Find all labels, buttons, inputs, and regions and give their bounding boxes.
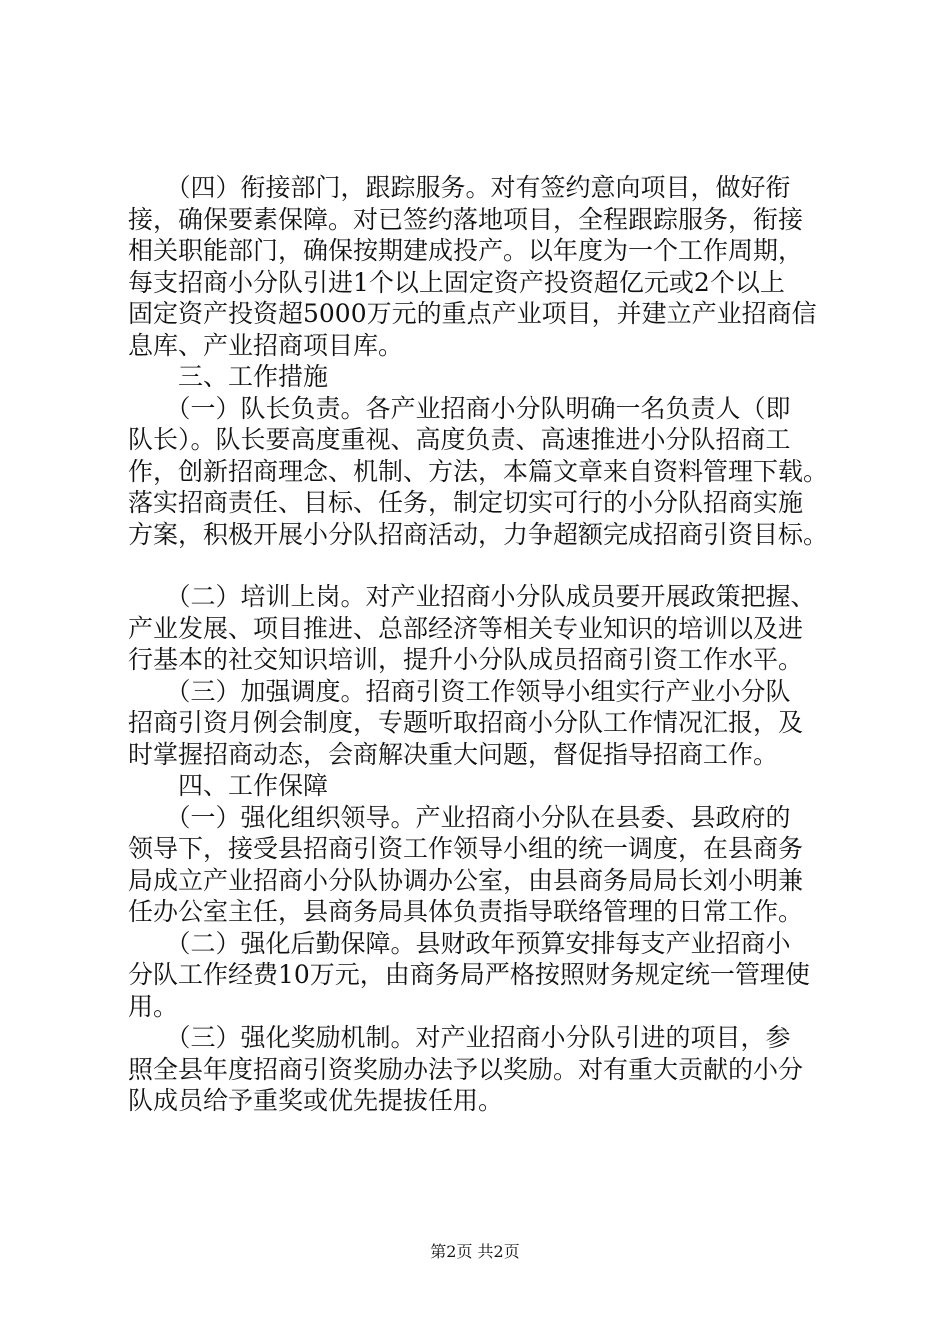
text-line: 队成员给予重奖或优先提拔任用。 xyxy=(128,1086,504,1115)
text-line: 局成立产业招商小分队协调办公室，由县商务局局长刘小明兼 xyxy=(128,865,804,895)
section-heading: 四、工作保障 xyxy=(128,771,329,800)
document-body xyxy=(128,172,828,1117)
text-line: （三）加强调度。招商引资工作领导小组实行产业小分队 xyxy=(128,676,791,706)
text-line: 任办公室主任，县商务局具体负责指导联络管理的日常工作。 xyxy=(128,897,804,926)
text-line: （三）强化奖励机制。对产业招商小分队引进的项目，参 xyxy=(128,1023,791,1052)
text-line: 照全县年度招商引资奖励办法予以奖励。对有重大贡献的小分 xyxy=(128,1054,804,1084)
text-line: 方案，积极开展小分队招商活动，力争超额完成招商引资目标。 xyxy=(128,519,829,549)
page-number: 第2页 共2页 xyxy=(430,1242,520,1261)
text-line: 行基本的社交知识培训，提升小分队成员招商引资工作水平。 xyxy=(128,645,804,674)
text-line: 分队工作经费10万元，由商务局严格按照财务规定统一管理使 xyxy=(128,960,810,989)
text-line: 招商引资月例会制度，专题听取招商小分队工作情况汇报，及 xyxy=(128,708,804,737)
text-line: 落实招商责任、目标、任务，制定切实可行的小分队招商实施 xyxy=(128,488,804,517)
text-line: （四）衔接部门，跟踪服务。对有签约意向项目，做好衔 xyxy=(128,173,791,202)
text-line: 相关职能部门，确保按期建成投产。以年度为一个工作周期， xyxy=(128,236,804,265)
text-line: 时掌握招商动态，会商解决重大问题，督促指导招商工作。 xyxy=(128,739,779,769)
text-line: 队长）。队长要高度重视、高度负责、高速推进小分队招商工 xyxy=(128,425,791,454)
text-line: 每支招商小分队引进1个以上固定资产投资超亿元或2个以上 xyxy=(128,267,785,297)
text-line: （一）队长负责。各产业招商小分队明确一名负责人（即 xyxy=(128,393,791,423)
text-line: 用。 xyxy=(128,991,179,1021)
text-line: 产业发展、项目推进、总部经济等相关专业知识的培训以及进 xyxy=(128,613,804,643)
section-heading: 三、工作措施 xyxy=(128,362,329,391)
text-line: （一）强化组织领导。产业招商小分队在县委、县政府的 xyxy=(128,802,791,832)
text-line: （二）强化后勤保障。县财政年预算安排每支产业招商小 xyxy=(128,928,791,958)
text-line: 领导下，接受县招商引资工作领导小组的统一调度，在县商务 xyxy=(128,834,804,863)
text-line: 接，确保要素保障。对已签约落地项目，全程跟踪服务，衔接 xyxy=(128,204,804,234)
text-line: 固定资产投资超5000万元的重点产业项目，并建立产业招商信 xyxy=(128,299,817,328)
text-line: （二）培训上岗。对产业招商小分队成员要开展政策把握、 xyxy=(128,582,816,611)
text-line: 作，创新招商理念、机制、方法，本篇文章来自资料管理下载。 xyxy=(128,456,829,486)
text-line: 息库、产业招商项目库。 xyxy=(128,330,404,360)
